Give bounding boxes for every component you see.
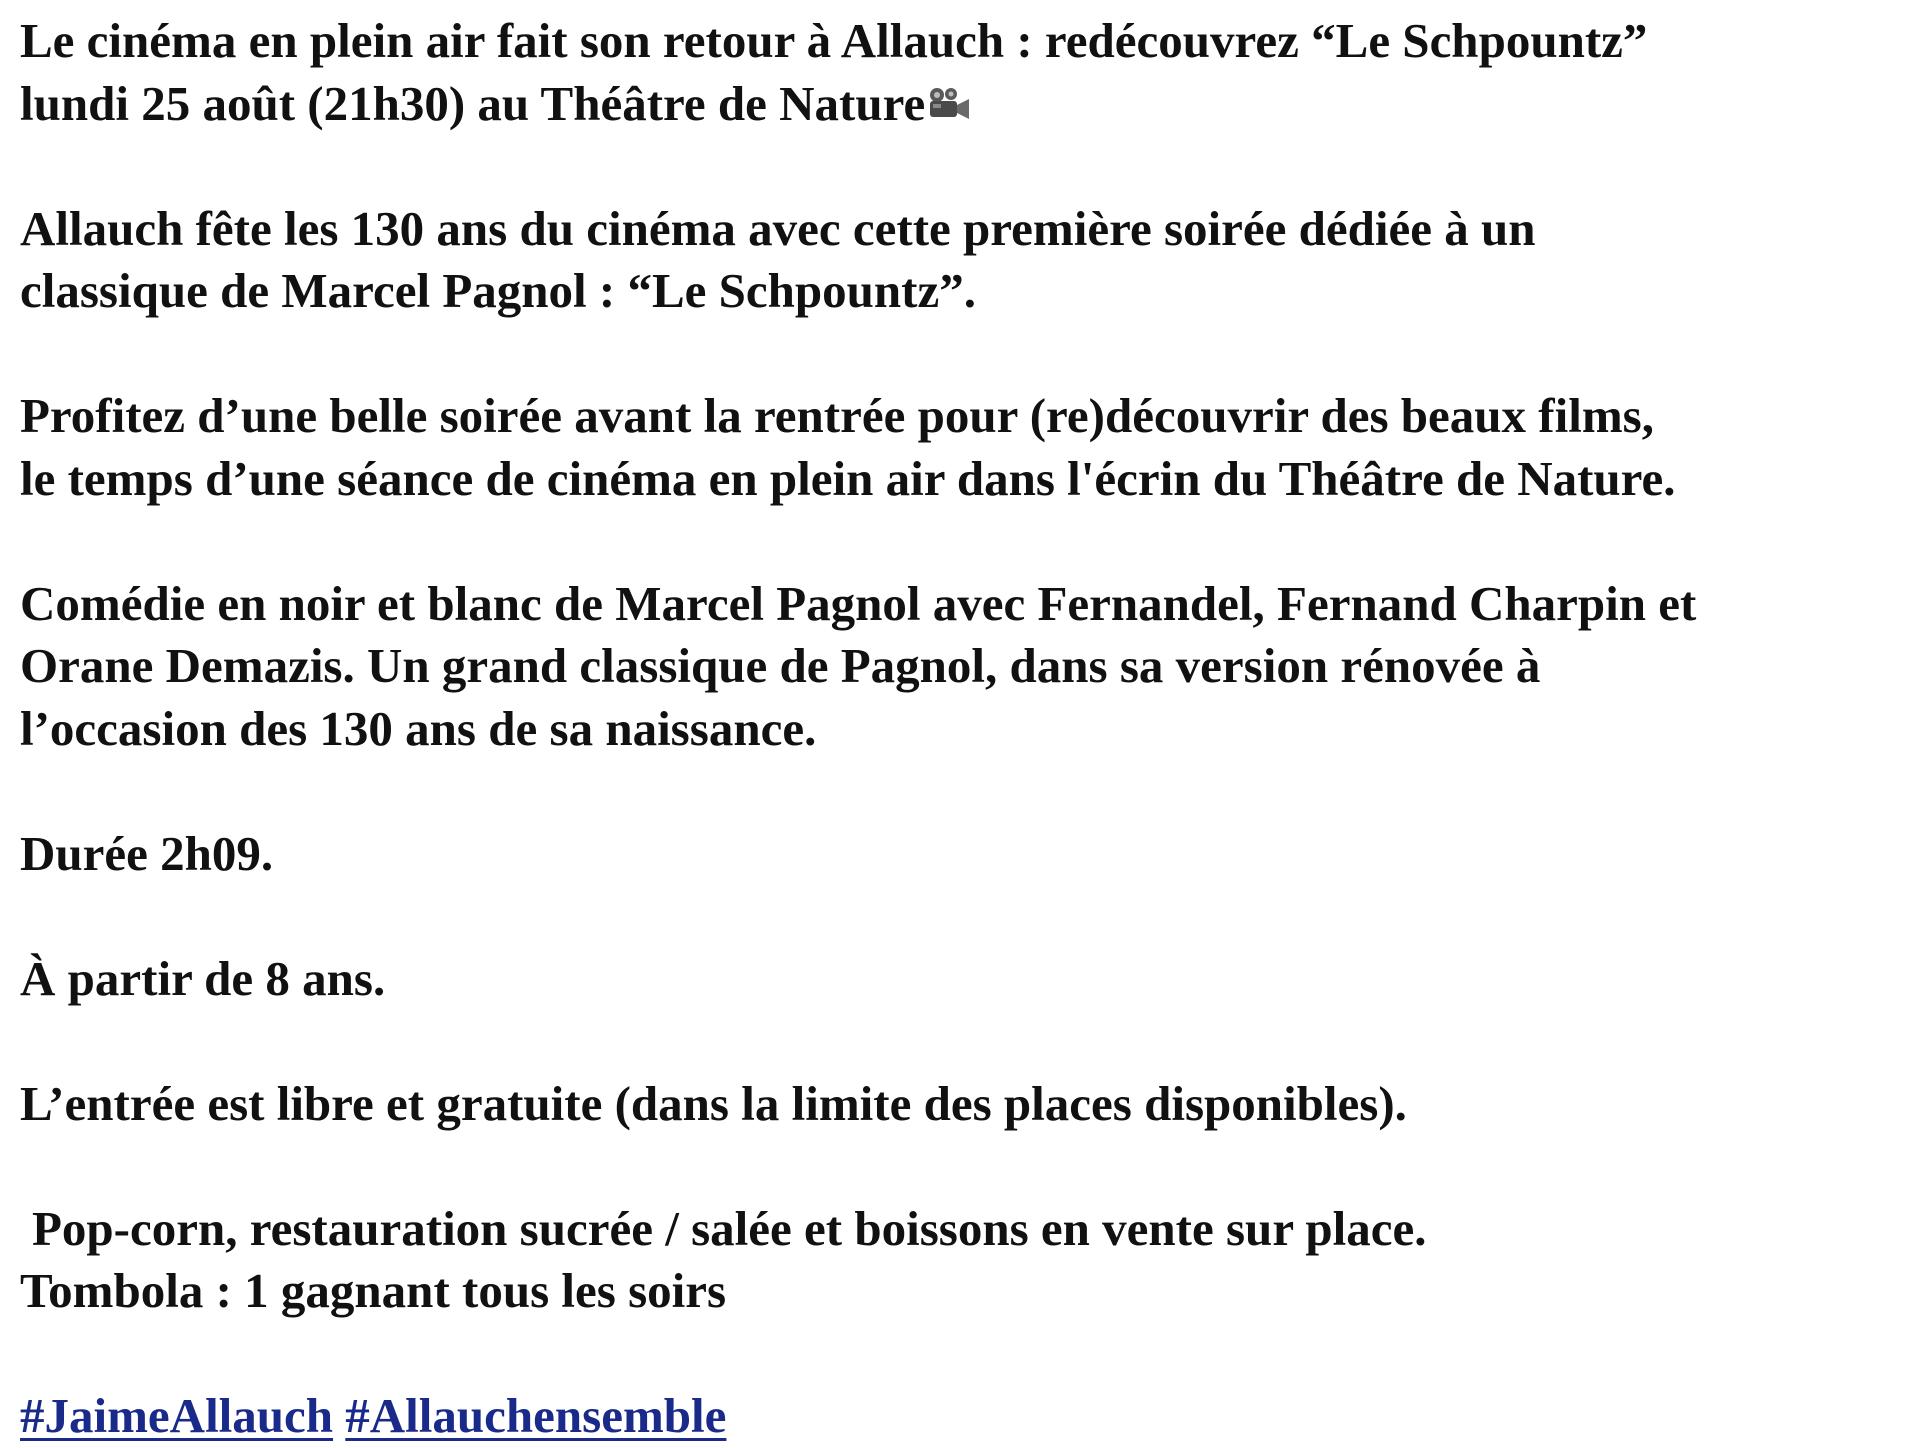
extras-paragraph [20,1198,1900,1323]
intro-paragraph [20,198,1900,323]
title-line-2-text: lundi 25 août (21h30) au Théâtre de Nature [20,75,926,131]
entry-text: L’entrée est libre et gratuite (dans la limite des places disponibles). [20,1075,1407,1131]
intro-line-1: Allauch fête les 130 ans du cinéma avec cette première soirée dédiée à un [20,200,1536,256]
age-paragraph [20,948,1900,1011]
film-line-1: Comédie en noir et blanc de Marcel Pagnol avec Fernandel, Fernand Charpin et [20,575,1697,631]
invite-line-1: Profitez d’une belle soirée avant la rentrée pour (re)découvrir des beaux films, [20,388,1654,443]
hashtag-allauchensemble[interactable]: #Allauchensemble [345,1388,727,1443]
hashtag-jaimeallauch[interactable]: #JaimeAllauch [20,1388,334,1443]
title-line-1: Le cinéma en plein air fait son retour à Allauch : redécouvrez “Le Schpountz” [20,13,1648,68]
film-paragraph [20,573,1900,761]
hashtag-row [20,1385,1900,1448]
film-line-3: l’occasion des 130 ans de sa naissance. [20,700,817,756]
food-text: Pop-corn, restauration sucrée / salée et boissons en vente sur place. [32,1200,1427,1256]
entry-paragraph [20,1073,1900,1136]
film-line-2: Orane Demazis. Un grand classique de Pagnol, dans sa version rénovée à [20,638,1541,693]
post-title [20,10,1900,135]
title-line-2 [20,73,1900,136]
invite-line-2: le temps d’une séance de cinéma en plein air dans l'écrin du Théâtre de Nature. [20,450,1676,506]
intro-line-2: classique de Marcel Pagnol : “Le Schpountz”. [20,263,976,318]
duration-text: Durée 2h09. [20,825,274,881]
movie-camera-icon [927,86,971,122]
raffle-text: Tombola : 1 gagnant tous les soirs [20,1263,727,1318]
invite-paragraph [20,385,1900,510]
hashtags [20,1385,1900,1448]
age-text: À partir de 8 ans. [20,950,386,1006]
duration-paragraph [20,823,1900,886]
